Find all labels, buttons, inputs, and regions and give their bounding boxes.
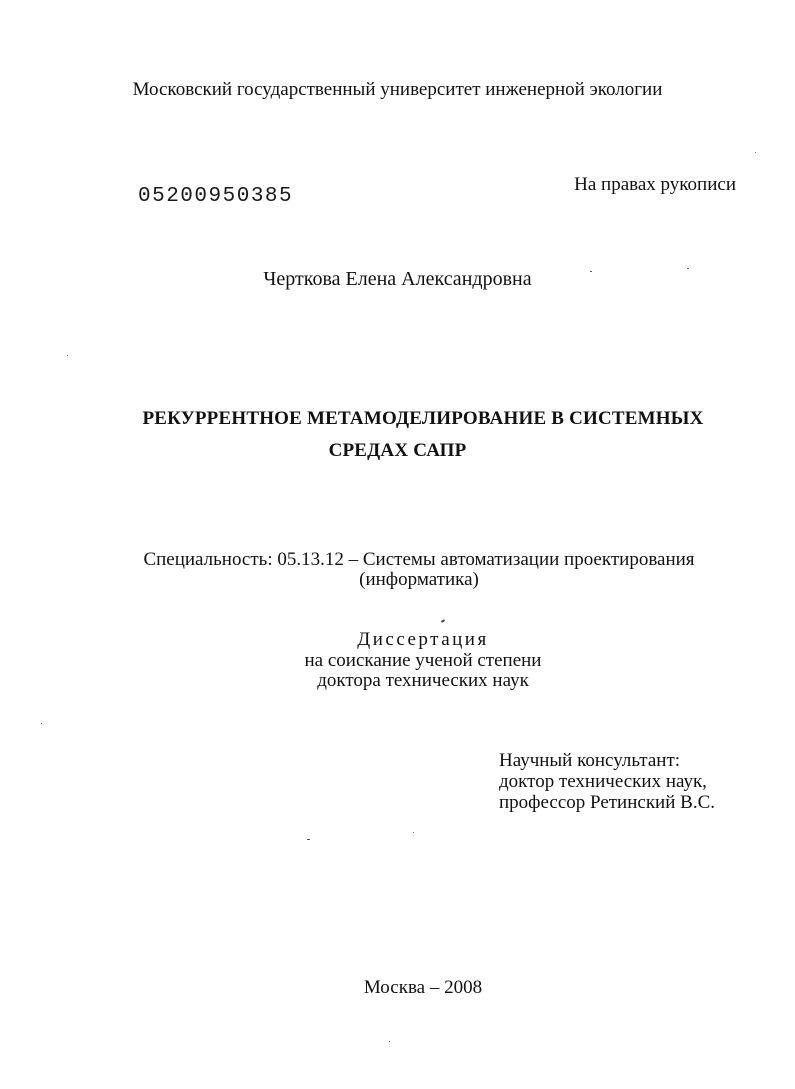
scan-speck bbox=[441, 619, 445, 623]
scan-speck bbox=[413, 832, 414, 833]
consultant-name: профессор Ретинский В.С. bbox=[499, 792, 715, 813]
specialty-line-1: Специальность: 05.13.12 – Системы автоматизации проектирования bbox=[143, 549, 695, 570]
scan-speck bbox=[755, 152, 756, 153]
university-name: Московский государственный университет инженерной экологии bbox=[132, 79, 663, 100]
scan-speck bbox=[67, 355, 68, 356]
consultant-degree: доктор технических наук, bbox=[499, 771, 707, 792]
degree-line-2: доктора технических наук bbox=[317, 670, 529, 691]
author-name: Черткова Елена Александровна bbox=[263, 268, 532, 290]
consultant-label: Научный консультант: bbox=[499, 750, 681, 771]
registration-number: 05200950385 bbox=[138, 185, 294, 208]
scan-speck bbox=[307, 839, 310, 840]
scan-speck bbox=[687, 268, 689, 269]
scan-speck bbox=[389, 1041, 390, 1042]
title-line-2: СРЕДАХ САПР bbox=[328, 440, 467, 461]
scan-speck bbox=[41, 723, 42, 724]
document-type: Диссертация bbox=[357, 629, 489, 650]
title-line-1: РЕКУРРЕНТНОЕ МЕТАМОДЕЛИРОВАНИЕ В СИСТЕМНЫХ bbox=[142, 408, 704, 429]
scan-speck bbox=[590, 271, 592, 272]
city-year: Москва – 2008 bbox=[363, 977, 483, 998]
manuscript-note: На правах рукописи bbox=[574, 174, 736, 195]
degree-line-1: на соискание ученой степени bbox=[304, 650, 542, 671]
specialty-line-2: (информатика) bbox=[359, 569, 479, 590]
